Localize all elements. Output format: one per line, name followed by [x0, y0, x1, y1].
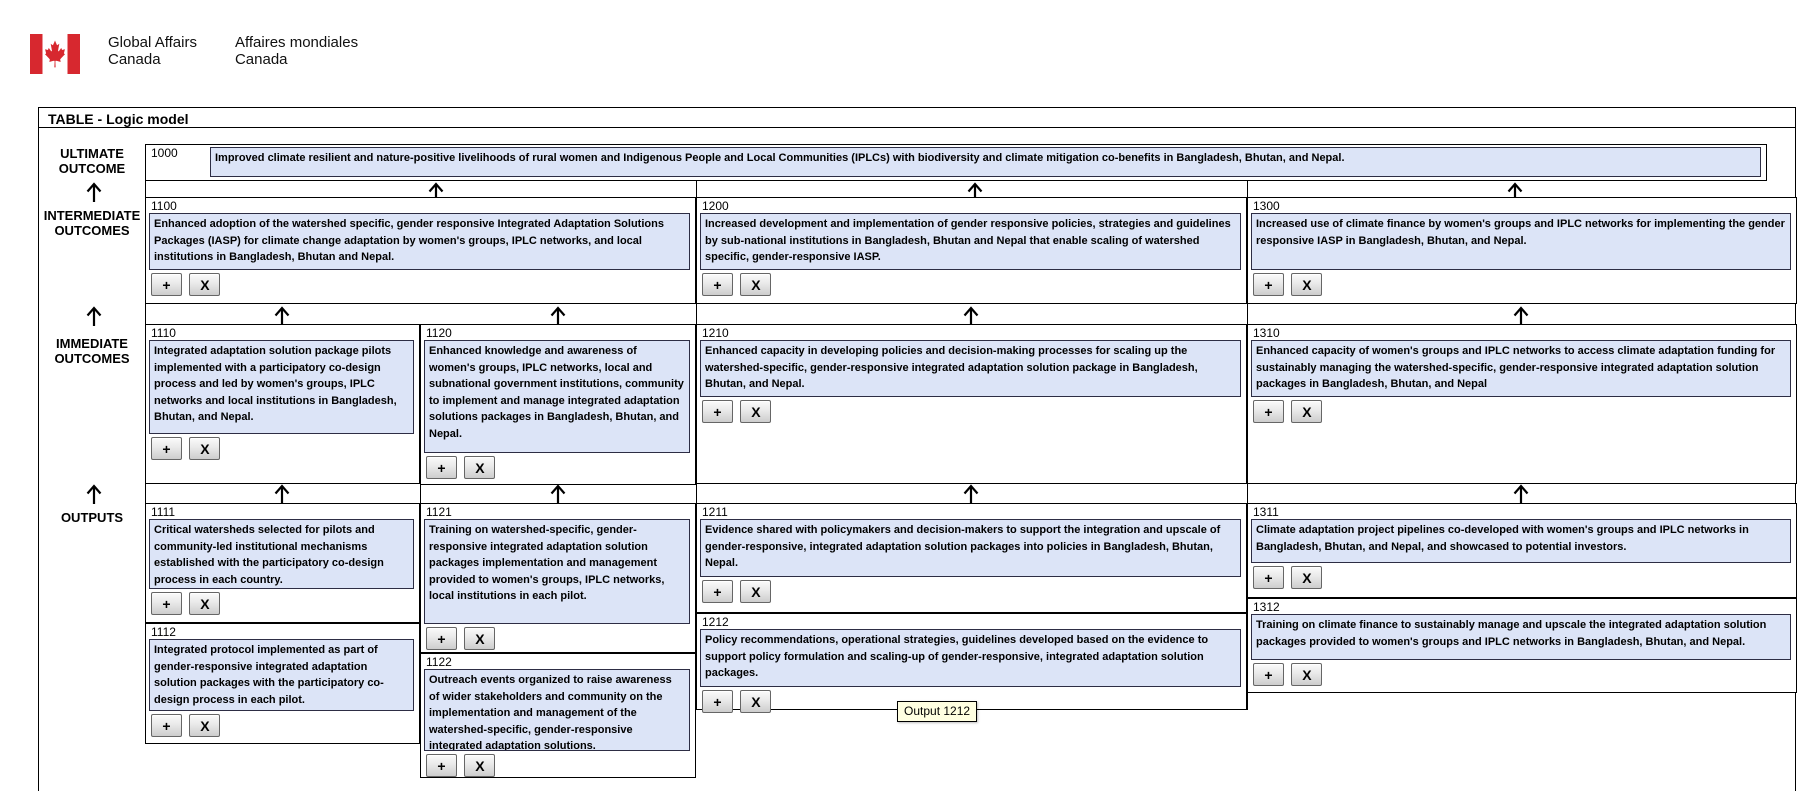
cell-1210: [696, 324, 1247, 484]
number-label-1121: 1121: [426, 505, 452, 519]
text-field-1310[interactable]: Enhanced capacity of women's groups and IPLC networks to access climate adaptation funding for sustainably managing the watershed-specific, gender-responsive integrated adaptation solution packages in Bangladesh, Bhutan, and Nepal: [1251, 340, 1791, 397]
row-actions: [1250, 273, 1796, 296]
delete-button[interactable]: X: [740, 690, 771, 713]
wordmark-fr-line2: Canada: [234, 51, 288, 68]
number-label-1311: 1311: [1253, 505, 1279, 519]
add-button[interactable]: +: [702, 690, 733, 713]
add-button[interactable]: +: [426, 456, 457, 479]
canada-flag-icon: [30, 34, 80, 74]
add-button[interactable]: +: [702, 580, 733, 603]
delete-button[interactable]: X: [189, 437, 220, 460]
number-label-1300: 1300: [1253, 199, 1280, 213]
wordmark-en-line1: Global Affairs: [108, 34, 197, 51]
number-label-1112: 1112: [151, 625, 176, 639]
add-button[interactable]: +: [151, 592, 182, 615]
text-field-1300[interactable]: Increased use of climate finance by women's groups and IPLC networks for implementing the gender responsive IASP in Bangladesh, Bhutan, and Nepal.: [1251, 213, 1791, 270]
delete-button[interactable]: X: [464, 754, 495, 777]
text-field-1200[interactable]: Increased development and implementation of gender responsive policies, strategies and guidelines by sub-national institutions in Bangladesh, Bhutan and Nepal that enable scaling of watershed specific, gender-responsive IASP.: [700, 213, 1241, 270]
add-button[interactable]: +: [1253, 400, 1284, 423]
number-label-1210: 1210: [702, 326, 729, 340]
row-actions: [148, 592, 419, 615]
delete-button[interactable]: X: [1291, 663, 1322, 686]
delete-button[interactable]: X: [189, 714, 220, 737]
cell-1211: [696, 503, 1247, 613]
table-title: TABLE - Logic model: [39, 108, 1795, 128]
number-label-1100: 1100: [151, 199, 177, 213]
add-button[interactable]: +: [151, 437, 182, 460]
row-actions: [423, 754, 695, 777]
row-actions: [699, 273, 1246, 296]
number-label-1310: 1310: [1253, 326, 1280, 340]
add-button[interactable]: +: [1253, 566, 1284, 589]
number-label-1110: 1110: [151, 326, 176, 340]
text-field-1312[interactable]: Training on climate finance to sustainably manage and upscale the integrated adaptation solution packages provided to women's groups and IPLC networks in Bangladesh, Bhutan, and Nepal.: [1251, 614, 1791, 660]
text-field-1210[interactable]: Enhanced capacity in developing policies and decision-making processes for scaling up the watershed-specific, gender-responsive integrated adaptation solution package in Bangladesh, Bhutan, and Nepal.: [700, 340, 1241, 397]
cell-1120: [420, 324, 696, 485]
add-button[interactable]: +: [702, 400, 733, 423]
up-arrow-icon: [1512, 483, 1530, 505]
text-field-1120[interactable]: Enhanced knowledge and awareness of women's groups, IPLC networks, local and subnational government institutions, community to implement and manage integrated adaptation solutions packages in Bangladesh, Bhutan, and Nepal.: [424, 340, 690, 453]
row-label-immediate: IMMEDIATE OUTCOMES: [54, 336, 130, 366]
wordmark-en: [108, 34, 197, 68]
number-label-1200: 1200: [702, 199, 729, 213]
cell-1110: [145, 324, 420, 484]
cell-1200: [696, 197, 1247, 304]
up-arrow-icon: [273, 483, 291, 505]
number-label-1312: 1312: [1253, 600, 1280, 614]
cell-1310: [1247, 324, 1797, 484]
number-label-1000: 1000: [151, 146, 178, 160]
delete-button[interactable]: X: [464, 456, 495, 479]
cell-1212: [696, 613, 1247, 710]
number-label-1111: 1111: [151, 505, 176, 519]
delete-button[interactable]: X: [464, 627, 495, 650]
wordmark-fr: [235, 34, 358, 68]
add-button[interactable]: +: [702, 273, 733, 296]
text-field-1100[interactable]: Enhanced adoption of the watershed specific, gender responsive Integrated Adaptation Solutions Packages (IASP) for climate change adaptation by women's groups, IPLC networks, and local institutions in Bangladesh, Bhutan and Nepal.: [149, 213, 690, 270]
row-actions: [699, 580, 1246, 603]
row-actions: [699, 400, 1246, 423]
text-field-1111[interactable]: Critical watersheds selected for pilots and community-led institutional mechanisms established with the participatory co-design process in each country.: [149, 519, 414, 589]
row-actions: [423, 456, 695, 479]
cell-1300: [1247, 197, 1797, 304]
text-field-1311[interactable]: Climate adaptation project pipelines co-developed with women's groups and IPLC networks in Bangladesh, Bhutan, and Nepal, and showcased to potential investors.: [1251, 519, 1791, 563]
text-field-1112[interactable]: Integrated protocol implemented as part of gender-responsive integrated adaptation solution packages with the participatory co-design process in each pilot.: [149, 639, 414, 711]
number-label-1122: 1122: [426, 655, 452, 669]
cell-1121: [420, 503, 696, 653]
row-label-ultimate: ULTIMATE OUTCOME: [58, 146, 126, 176]
row-label-outputs: OUTPUTS: [60, 510, 124, 525]
cell-1112: [145, 623, 420, 744]
number-label-1120: 1120: [426, 326, 452, 340]
row-actions: [148, 714, 419, 737]
up-arrow-icon: [85, 181, 103, 203]
add-button[interactable]: +: [151, 714, 182, 737]
row-actions: [148, 273, 695, 296]
delete-button[interactable]: X: [740, 580, 771, 603]
row-actions: [1250, 566, 1796, 589]
delete-button[interactable]: X: [189, 273, 220, 296]
row-actions: [423, 627, 695, 650]
wordmark-fr-line1: Affaires mondiales: [234, 34, 359, 51]
cell-1122: [420, 653, 696, 778]
number-label-1212: 1212: [702, 615, 729, 629]
row-actions: [1250, 400, 1796, 423]
text-field-1000[interactable]: Improved climate resilient and nature-positive livelihoods of rural women and Indigenous People and Local Communities (IPLCs) with biodiversity and climate mitigation co-benefits in Bangladesh, Bhutan, and Nepal.: [210, 147, 1761, 177]
text-field-1212[interactable]: Policy recommendations, operational strategies, guidelines developed based on the evidence to support policy formulation and scaling-up of gender-responsive, integrated adaptation solution packages.: [700, 629, 1241, 687]
wordmark-en-line2: Canada: [108, 51, 161, 68]
row-actions: [1250, 663, 1796, 686]
up-arrow-icon: [962, 483, 980, 505]
up-arrow-icon: [85, 483, 103, 505]
text-field-1211[interactable]: Evidence shared with policymakers and decision-makers to support the integration and upscale of gender-responsive, integrated adaptation solution packages into policies in Bangladesh, Bhutan, Nepal.: [700, 519, 1241, 577]
add-button[interactable]: +: [1253, 663, 1284, 686]
add-button[interactable]: +: [426, 627, 457, 650]
delete-button[interactable]: X: [1291, 273, 1322, 296]
gov-signature: [30, 34, 358, 74]
cell-1312: [1247, 598, 1797, 693]
text-field-1110[interactable]: Integrated adaptation solution package pilots implemented with a participatory co-design process and led by women's groups, IPLC networks and local institutions in Bangladesh, Bhutan, and Nepal.: [149, 340, 414, 434]
logic-model-table: [38, 107, 1796, 791]
field-tooltip: Output 1212: [897, 701, 977, 722]
delete-button[interactable]: X: [1291, 400, 1322, 423]
logic-model-canvas: [39, 128, 1795, 790]
cell-1000: [145, 144, 1767, 181]
add-button[interactable]: +: [1253, 273, 1284, 296]
cell-1311: [1247, 503, 1797, 598]
text-field-1122[interactable]: Outreach events organized to raise awareness of wider stakeholders and community on the implementation and management of the watershed-specific, gender-responsive integrated adaptation solutions.: [424, 669, 690, 751]
up-arrow-icon: [85, 305, 103, 327]
cell-1100: [145, 197, 696, 304]
cell-1111: [145, 503, 420, 623]
add-button[interactable]: +: [426, 754, 457, 777]
add-button[interactable]: +: [151, 273, 182, 296]
delete-button[interactable]: X: [1291, 566, 1322, 589]
number-label-1211: 1211: [702, 505, 728, 519]
delete-button[interactable]: X: [189, 592, 220, 615]
delete-button[interactable]: X: [740, 400, 771, 423]
up-arrow-icon: [549, 483, 567, 505]
row-actions: [148, 437, 419, 460]
row-label-intermediate: INTERMEDIATE OUTCOMES: [43, 208, 141, 238]
text-field-1121[interactable]: Training on watershed-specific, gender-responsive integrated adaptation solution packages implementation and management provided to women's groups, IPLC networks, local institutions in each pilot.: [424, 519, 690, 624]
delete-button[interactable]: X: [740, 273, 771, 296]
